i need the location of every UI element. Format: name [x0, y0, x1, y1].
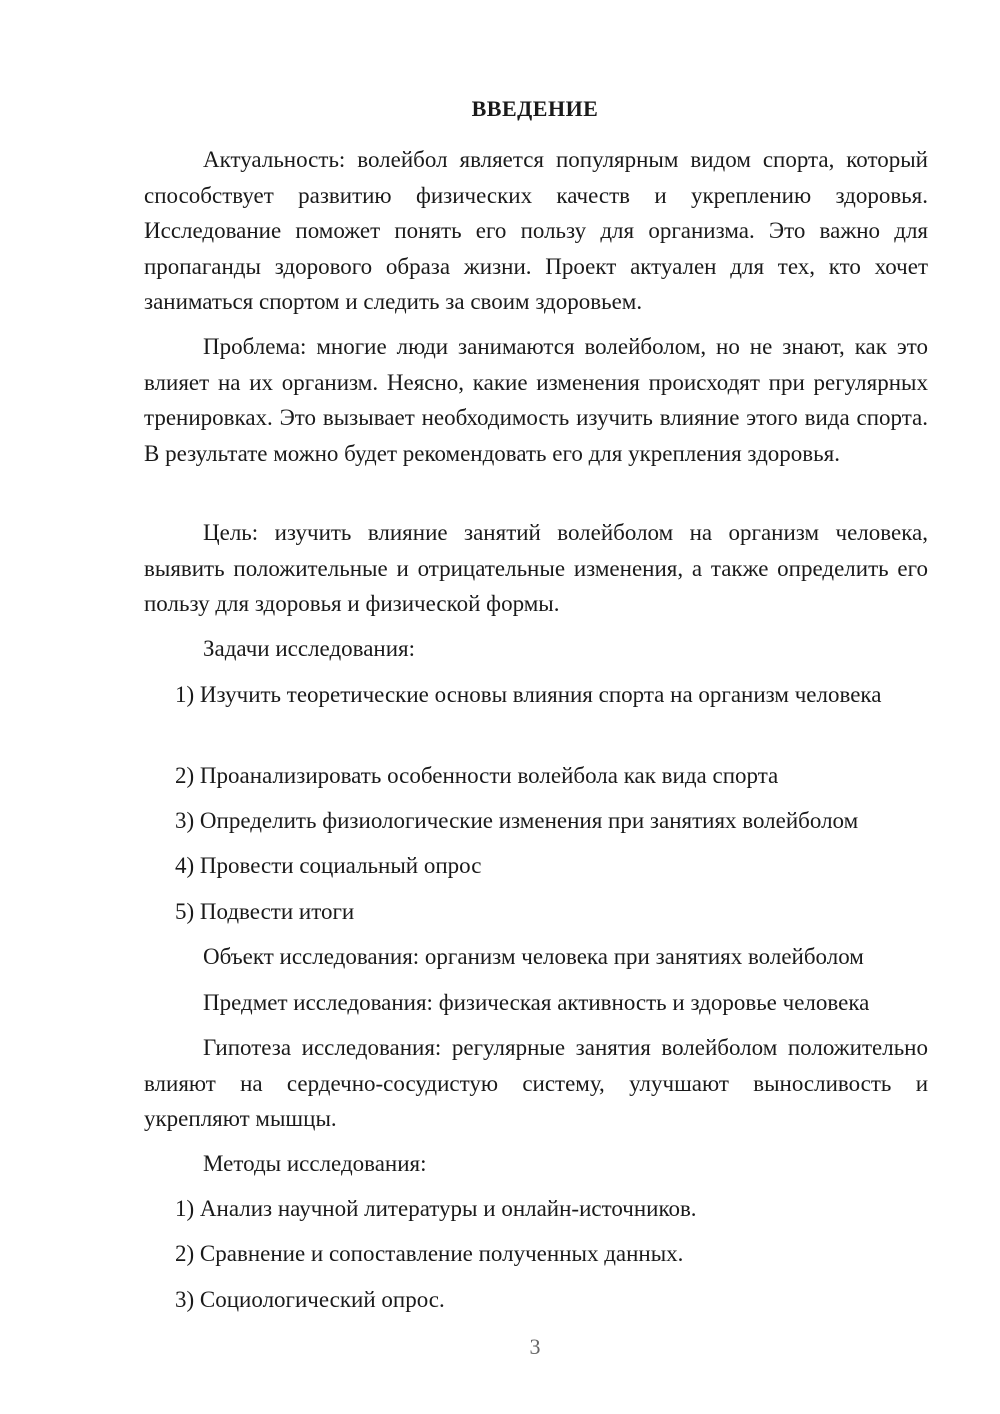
goal-paragraph: Цель: изучить влияние занятий волейболом на организм человека, выявить положительные и отрицательные изменения, а также определить его пользу для здоровья и физической формы. — [144, 520, 928, 616]
subject-line: Предмет исследования: физическая активность и здоровье человека — [203, 990, 870, 1015]
task-item: 3) Определить физиологические изменения при занятиях волейболом — [175, 808, 859, 833]
method-item: 1) Анализ научной литературы и онлайн-источников. — [175, 1196, 697, 1221]
tasks-heading: Задачи исследования: — [203, 636, 416, 661]
method-item: 3) Социологический опрос. — [175, 1287, 445, 1312]
task-item: 1) Изучить теоретические основы влияния спорта на организм человека — [175, 682, 882, 707]
method-item: 2) Сравнение и сопоставление полученных данных. — [175, 1241, 684, 1266]
methods-heading: Методы исследования: — [203, 1151, 427, 1176]
page-title: ВВЕДЕНИЕ — [471, 96, 599, 121]
problem-paragraph: Проблема: многие люди занимаются волейболом, но не знают, как это влияет на их организм. Неясно, какие изменения происходят при регулярных тренировках. Это вызывает необходимость изучить влияние этого вида спорта. В результате можно будет рекомендовать его для укрепления здоровья. — [144, 334, 928, 466]
relevance-paragraph: Актуальность: волейбол является популярным видом спорта, который способствует развитию физических качеств и укреплению здоровья. Исследование поможет понять его пользу для организма. Это важно для пропаганды здорового образа жизни. Проект актуален для тех, кто хочет заниматься спортом и следить за своим здоровьем. — [144, 147, 928, 314]
task-item: 2) Проанализировать особенности волейбола как вида спорта — [175, 763, 779, 788]
task-item: 5) Подвести итоги — [175, 899, 355, 924]
hypothesis-paragraph: Гипотеза исследования: регулярные занятия волейболом положительно влияют на сердечно-сосудистую систему, улучшают выносливость и укрепляют мышцы. — [144, 1035, 928, 1131]
page-number: 3 — [529, 1334, 541, 1359]
object-line: Объект исследования: организм человека при занятиях волейболом — [203, 944, 864, 969]
task-item: 4) Провести социальный опрос — [175, 853, 482, 878]
